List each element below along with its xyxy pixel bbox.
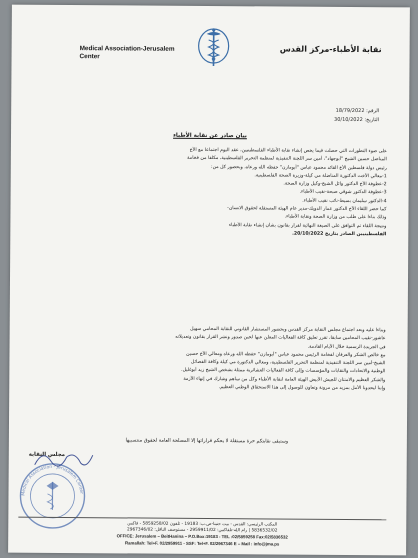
footer-office-line: OFFICE: Jerusalem – BeitHanina – P.O.Box:19183 - TEL :02/5859258 Fax:02/5836532	[116, 533, 288, 540]
body-line: ونتيجة اللقاء تم التوافق على الصيغة النهائية لقرار بقانون بشأن إنشاء نقابة الأطباء	[228, 222, 387, 229]
footer-arabic-line2: 5836532/02 | رام الله-تلفاكس: 2959911/02 - مستوصف الناقل: 2967346/02	[126, 527, 278, 534]
body-line: الشيخ-أمين سر اللجنة التنفيذية لمنظمة التحرير الفلسطينية، ومعالي الدكتورة مي كيلة وكافة الفصائل	[191, 360, 386, 367]
body-line: وذلك بناءا على طلب من وزارة الصحة ونقابة الأطباء.	[284, 214, 387, 221]
header-english-name	[80, 45, 175, 62]
header-arabic-name: نقابة الأطباء-مركز القدس	[279, 44, 382, 55]
body-line: والشكر العظيم والامتنان للجيش الأبيض الهيئة العامة لنقابة الأطباء وكل من ساهم وشارك في إنهاء الأزمة	[183, 376, 386, 384]
attendee-line: 2-عطوفة الأخ الدكتور وائل الشيخ-وكيل وزارة الصحة.	[283, 181, 387, 188]
header-english-line1: Medical Association-Jerusalem	[79, 45, 175, 53]
handwritten-signature	[29, 445, 99, 473]
footer-contact-line: Ramallah: Tel+F. 02/2959911 - SSF: Tel+F. 02/2967346 E – Mail : info@jma.ps	[125, 540, 280, 547]
document-date: التاريخ: 30/10/2022	[334, 116, 380, 124]
body-line: وبناءا عليه وبعد اجتماع مجلس النقابة مركز القدس وبحضور المستشار القانوني للنقابة المحامي سهيل	[190, 326, 386, 334]
body-line: كما حضر اللقاء الأخ الدكتور عمار الدويك-مدير عام الهيئة المستقلة لحقوق الانسان-	[227, 206, 387, 213]
document-subject: بيان صادر عن نقابة الأطباء	[173, 132, 247, 140]
reference-block	[334, 107, 379, 125]
body-line: الوطنية والاتحادات والنقابات والمؤسسات وإلى كافة الفعاليات العشائرية ممثلة بشخص الشيخ زيد أبوغليل.	[181, 368, 386, 375]
statement-body-part1	[30, 146, 387, 240]
body-line: وإننا ليحدونا الأمل بمزيد من مرونة وتعاون للوصول إلى هذا الاستحقاق الوطني العظيم.	[218, 385, 386, 392]
stamp-text: Medical Association - Jerusalem Center	[21, 464, 84, 496]
attendee-line: 1-معالي الأخت الدكتورة المناضلة مي كيلة-وزيرة الصحة الفلسطينية.	[254, 173, 387, 180]
footer-arabic-line1: المكتب الرئيسي: القدس - بيت حنينا-ص.ب: 19183 - تلفون 5859258/02 - فاكس	[127, 521, 278, 528]
body-line: على ضوء التطورات التي حصلت فيما يخص إنشاء نقابة الأطباء الفلسطينيين، عقد اليوم اجتماعا مع الأخ	[189, 147, 387, 155]
body-line: مع خالص الشكر والعرفان لفخامة الرئيس محمود عباس "أبومازن" حفظه الله ورعاه ومعالي الأخ حسين	[186, 351, 386, 359]
body-line: في الجريدة الرسمية خلال الأيام القادمة.	[307, 344, 386, 350]
body-line: عاشور-نقيب المحامين سابقا، تقرر تعليق كافة الفعاليات المعلن عنها لحين صدور ونشر القرار بقانون وتعديلاته	[175, 335, 386, 342]
body-line: المناضل حسين الشيخ "أبوجهاد"، أمين سر اللجنة التنفيذية لمنظمة التحرير الفلسطينية، مكلفا من فخامة	[187, 156, 387, 163]
header-english-line2: Center	[79, 53, 100, 61]
attendee-line: 4-الدكتور سليمان بسيط-نائب نقيب الأطباء.	[302, 198, 387, 205]
caduceus-emblem-icon	[194, 24, 232, 72]
signature-label: مجلس النقابة	[28, 451, 65, 458]
statement-body-part2	[29, 325, 385, 394]
body-line: رئيس دولة فلسطين الأخ القائد محمود عباس "أبومازن" حفظه الله ورعاه، وبحضور كل من:	[211, 164, 387, 171]
document-page	[8, 5, 410, 556]
reference-number: الرقم: 18/79/2022	[335, 107, 380, 115]
closing-statement: وستبقى نقابتكم حرة مستقلة لا يحكم قراراتها إلا المصلحة العامة لحقوق منتسبيها	[125, 437, 289, 445]
letterhead-footer	[18, 517, 386, 548]
attendee-line: 3-عطوفة الدكتور شوقي صبحة-نقيب الأطباء.	[299, 190, 387, 196]
body-line-highlight: الفلسطينيين الصادر بتاريخ 20/10/2022.	[292, 231, 387, 238]
